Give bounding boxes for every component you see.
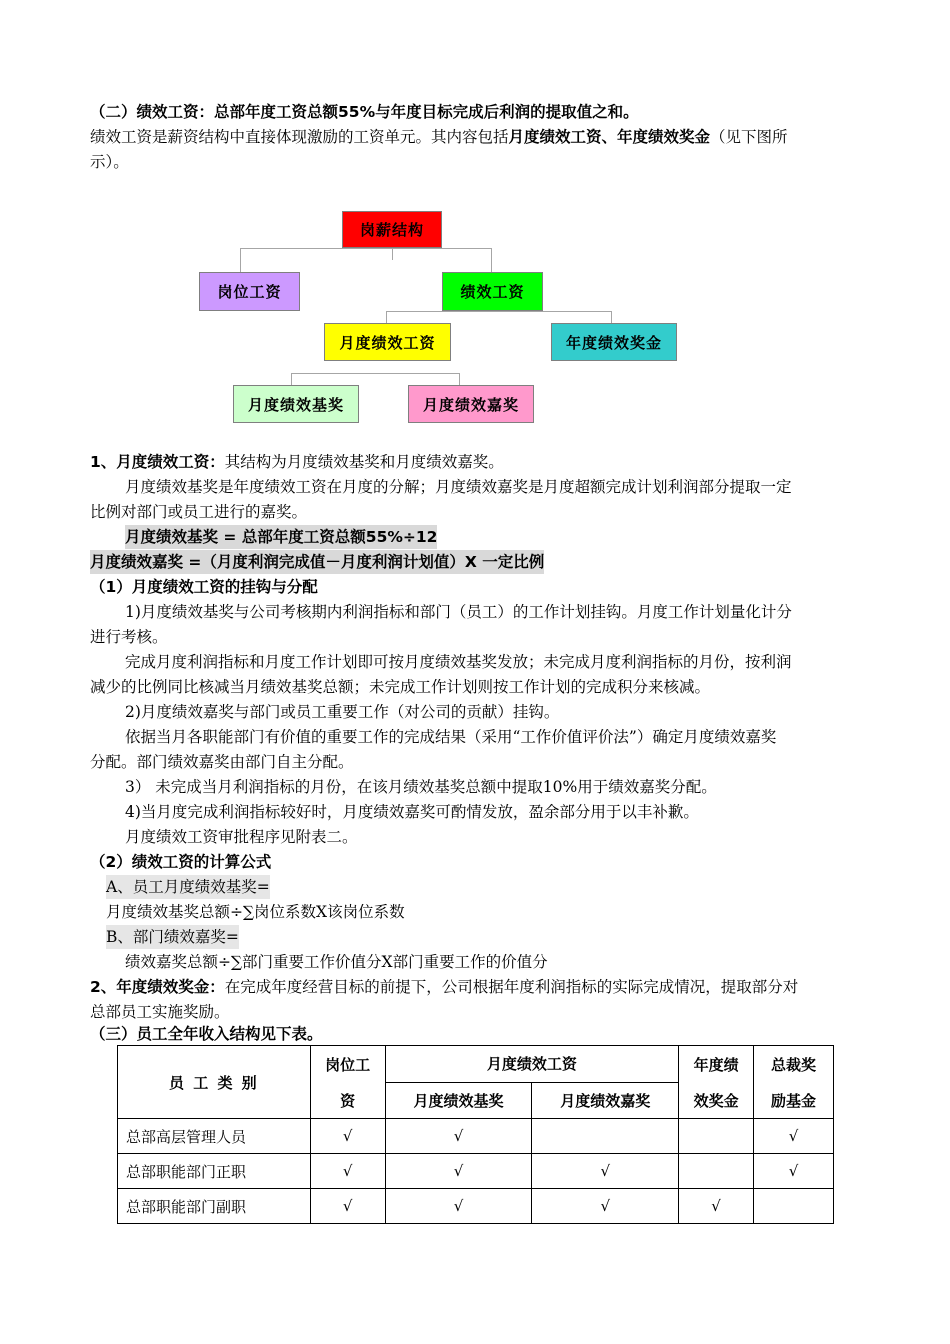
cell-base: √: [385, 1119, 532, 1154]
header-annual: 年度绩: [679, 1046, 754, 1083]
intro-text: 绩效工资是薪资结构中直接体现激励的工资单元。其内容包括: [90, 128, 509, 146]
sub1-p2a: 完成月度利润指标和月度工作计划即可按月度绩效基奖发放；未完成月度利润指标的月份，按利润: [125, 653, 792, 671]
cell-post: √: [310, 1119, 385, 1154]
sub1-title: （1）月度绩效工资的挂钩与分配: [90, 578, 318, 596]
header-category: 员 工 类 别: [118, 1046, 311, 1119]
cell-ceo: [754, 1189, 834, 1224]
header-ceo-cont: 励基金: [754, 1082, 834, 1119]
p2-line: [90, 975, 798, 999]
org-node-monthly-extra: 月度绩效嘉奖: [408, 385, 534, 423]
intro-line1: [90, 125, 788, 149]
cell-post: √: [310, 1189, 385, 1224]
p2-text2: 总部员工实施奖励。: [90, 1003, 230, 1021]
connector-line: [611, 311, 612, 323]
p1-desc1: 月度绩效基奖是年度绩效工资在月度的分解；月度绩效嘉奖是月度超额完成计划利润部分提取一定: [125, 478, 792, 496]
sub2-a-label: A、员工月度绩效基奖=: [106, 875, 270, 899]
org-node-monthly-base: 月度绩效基奖: [233, 385, 359, 423]
table-row: [118, 1189, 834, 1224]
p1-title: 1、月度绩效工资：: [90, 453, 225, 471]
cell-ceo: √: [754, 1119, 834, 1154]
section2-title: （二）绩效工资：总部年度工资总额55%与年度目标完成后利润的提取值之和。: [90, 103, 639, 121]
header-post: 岗位工: [310, 1046, 385, 1083]
connector-line: [240, 248, 492, 249]
cell-extra: [532, 1119, 679, 1154]
org-node-perf-salary: 绩效工资: [442, 272, 543, 311]
sub2-b-formula: 绩效嘉奖总额÷∑部门重要工作价值分X部门重要工作的价值分: [125, 953, 548, 971]
cell-extra: √: [532, 1154, 679, 1189]
row-category: 总部高层管理人员: [118, 1119, 311, 1154]
cell-annual: √: [679, 1189, 754, 1224]
org-node-annual-bonus: 年度绩效奖金: [551, 323, 677, 361]
income-structure-table: [117, 1045, 834, 1224]
org-node-monthly-perf: 月度绩效工资: [324, 323, 451, 361]
intro-line2: 示）。: [90, 153, 129, 171]
sub1-p1b: 进行考核。: [90, 628, 168, 646]
connector-line: [291, 373, 292, 385]
sub2-b-label: B、部门绩效嘉奖=: [106, 925, 239, 949]
formula-base: 月度绩效基奖 = 总部年度工资总额55%÷12: [125, 525, 437, 549]
sub1-p7: 月度绩效工资审批程序见附表二。: [125, 828, 358, 846]
sub1-p2b: 减少的比例同比核减当月绩效基奖总额；未完成工作计划则按工作计划的完成积分来核减。: [90, 678, 711, 696]
cell-annual: [679, 1119, 754, 1154]
p1-desc2: 比例对部门或员工进行的嘉奖。: [90, 503, 308, 521]
sub1-p4b: 分配。部门绩效嘉奖由部门自主分配。: [90, 753, 354, 771]
header-monthly-extra: 月度绩效嘉奖: [532, 1082, 679, 1119]
p1-line: [90, 450, 504, 474]
sub1-p3: 2)月度绩效嘉奖与部门或员工重要工作（对公司的贡献）挂钩。: [125, 703, 560, 721]
connector-line: [240, 248, 241, 272]
header-monthly-base: 月度绩效基奖: [385, 1082, 532, 1119]
sub2-title: （2）绩效工资的计算公式: [90, 853, 272, 871]
table-header-row: [118, 1046, 834, 1083]
intro-emphasis: 月度绩效工资、年度绩效奖金: [508, 128, 711, 146]
table-row: [118, 1154, 834, 1189]
sub1-p4a: 依据当月各职能部门有价值的重要工作的完成结果（采用“工作价值评价法”）确定月度绩效嘉奖: [125, 728, 777, 746]
sub1-p5: 3） 未完成当月利润指标的月份，在该月绩效基奖总额中提取10%用于绩效嘉奖分配。: [125, 778, 717, 796]
connector-line: [491, 248, 492, 272]
connector-line: [386, 311, 612, 312]
connector-line: [291, 373, 460, 374]
header-ceo: 总裁奖: [754, 1046, 834, 1083]
sub1-p1a: 1)月度绩效基奖与公司考核期内利润指标和部门（员工）的工作计划挂钩。月度工作计划量化计分: [125, 603, 792, 621]
header-post-cont: 资: [310, 1082, 385, 1119]
org-node-post-salary: 岗位工资: [199, 272, 300, 311]
cell-annual: [679, 1154, 754, 1189]
sub1-p6: 4)当月度完成利润指标较好时，月度绩效嘉奖可酌情发放，盈余部分用于以丰补歉。: [125, 803, 699, 821]
cell-extra: √: [532, 1189, 679, 1224]
connector-line: [392, 248, 393, 260]
p1-text: 其结构为月度绩效基奖和月度绩效嘉奖。: [224, 453, 504, 471]
row-category: 总部职能部门正职: [118, 1154, 311, 1189]
connector-line: [386, 311, 387, 323]
header-monthly: 月度绩效工资: [385, 1046, 679, 1083]
header-annual-cont: 效奖金: [679, 1082, 754, 1119]
connector-line: [459, 373, 460, 385]
cell-base: √: [385, 1189, 532, 1224]
table-row: [118, 1119, 834, 1154]
intro-text-tail: （见下图所: [710, 128, 788, 146]
p2-text1: 在完成年度经营目标的前提下，公司根据年度利润指标的实际完成情况，提取部分对: [224, 978, 799, 996]
row-category: 总部职能部门副职: [118, 1189, 311, 1224]
cell-base: √: [385, 1154, 532, 1189]
section3-title: （三）员工全年收入结构见下表。: [90, 1025, 323, 1043]
formula-extra: 月度绩效嘉奖 =（月度利润完成值－月度利润计划值）X 一定比例: [90, 550, 544, 574]
cell-post: √: [310, 1154, 385, 1189]
cell-ceo: √: [754, 1154, 834, 1189]
sub2-a-formula: 月度绩效基奖总额÷∑岗位系数X该岗位系数: [106, 903, 405, 921]
p2-title: 2、年度绩效奖金：: [90, 978, 225, 996]
org-node-root: 岗薪结构: [342, 211, 442, 248]
